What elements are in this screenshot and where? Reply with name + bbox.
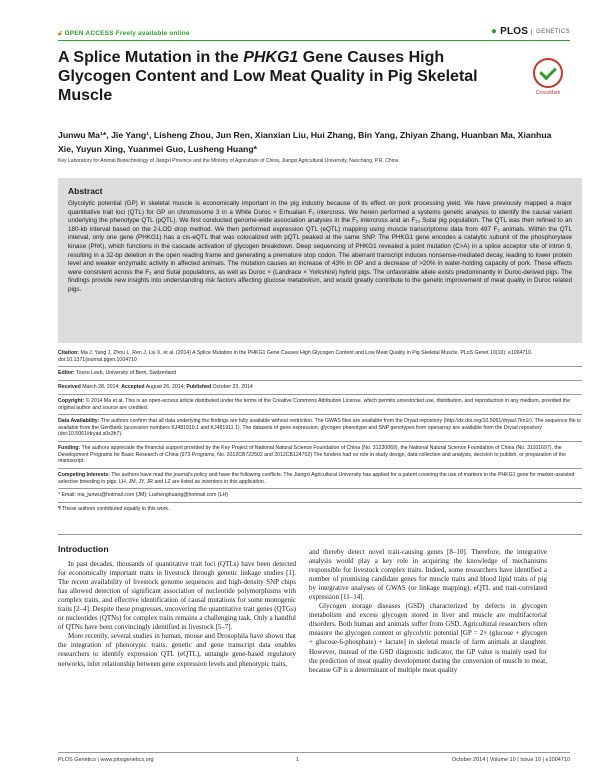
- plos-logo-mark-icon: ●: [490, 26, 498, 37]
- accepted-label: Accepted: [121, 384, 145, 390]
- meta-divider: [58, 380, 582, 381]
- meta-divider: [58, 394, 582, 395]
- open-access-lock-icon: 🔓︎: [58, 30, 63, 37]
- data-availability-label: Data Availability:: [58, 418, 100, 424]
- data-availability-text: The authors confirm that all data underlying the findings are fully available without restriction. The GWAS files are available from the Dryad repository (http://dx.doi.org/10.5061/dryad.7kn1r). The sequence file is available from the GenBank (accession numbers KJ481910.1 and KJ481911.1). The datasets of gene expression, glycogen phenotype and SNP genotypes from openarray are available from the Dryad repository (doi:10.5061/dryad.s0s3h7).: [58, 418, 581, 437]
- body-paragraph: Glycogen storage diseases (GSD) characterized by defects in glycogen metabolism and excess glycogen stored in liver and muscle are multifactorial disorders. Both human and animals suffer from GSD. Agricultural researchers often measure the glycogen content or glycolytic potential [GP = 2× (glucose + glycogen + glucose-6-phosphate) + lactate] in skeletal muscle of farm animals at slaughter. However, instead of the GSD diagnostic indicator, the GP value is mainly used for the prediction of meat quality development during the conversion of muscle to meat, because GP is a determinant of multiple meat quality: [309, 602, 547, 674]
- competing-interests-text: The authors have read the journal's policy and have the following conflicts: The Jiangxi Agricultural University has applied for a patent covering the use of markers in the PHKG1 gene for marker-assisted selective breeding in pigs. LH, JM, JY, JR and LZ are listed as inventors in this application.: [58, 472, 575, 485]
- open-access-label: OPEN ACCESS: [64, 30, 114, 37]
- editor: [58, 370, 582, 377]
- copyright-text: © 2014 Ma et al. This is an open-access article distributed under the terms of the Creative Commons Attribution License, which permits unrestricted use, distribution, and reproduction in any medium, provided the original author and source are credited.: [58, 398, 571, 411]
- accepted-date: August 26, 2014;: [145, 384, 185, 390]
- citation-text: Ma J, Yang J, Zhou L, Ren J, Liu X, et al. (2014) A Splice Mutation in the PHKG1 Gene Causes High Glycogen Content and Low Meat Quality in Pig Skeletal Muscle. PLoS Genet 10(10): e1004710. doi:10.1371/journal.pgen.1004710: [58, 350, 533, 363]
- citation-label: Citation:: [58, 350, 80, 356]
- crossmark-label: CrossMark: [535, 90, 561, 96]
- journal-name: GENETICS: [531, 29, 570, 35]
- copyright: [58, 398, 582, 411]
- meta-divider: [58, 441, 582, 442]
- funding-text: The authors appreciate the financial support provided by the Key Project of National Natural Science Foundation of China (No. 31230069), the National Natural Science Foundation of China (No. 31101697), the Development Programs for Basic Research of China (973 Programs, No. 2012CB722502 and 2012CB124702) The funders had no role in study design, data collection and analysis, decision to publish, or preparation of the manuscript.: [58, 445, 567, 464]
- plos-logo-text: PLOS: [500, 26, 529, 37]
- funding: [58, 445, 582, 465]
- competing-interests-label: Competing Interests:: [58, 472, 110, 478]
- crossmark-icon: [533, 58, 563, 88]
- meta-divider: [58, 468, 582, 469]
- page-number: 1: [296, 757, 300, 763]
- corresponding-email: * Email: ma_junwu@hotmail.com (JM); Lushenghuang@hotmail.com (LH): [58, 492, 228, 498]
- plos-logo: [491, 26, 528, 37]
- affiliation: Key Laboratory for Animal Biotechnology of Jiangxi Province and the Ministry of Agriculture of China, Jiangxi Agricultural University, Nanchang, P.R. China: [58, 158, 399, 164]
- section-divider: [58, 534, 582, 535]
- received-date: March 28, 2014;: [82, 384, 120, 390]
- body-column-right: [309, 548, 547, 675]
- copyright-label: Copyright:: [58, 398, 85, 404]
- body-column-left: [58, 560, 296, 669]
- abstract-text: Glycolytic potential (GP) in skeletal muscle is economically important in the pig industry because of its effect on pork processing yield. We have previously mapped a major quantitative trait loci (QTL) for GP on chromosome 3 in a White Duroc × Erhualian F₂ intercross. We herein performed a systems genetic analysis to identify the causal variant underlying the phenotype QTL (pQTL). We first conducted genome-wide association analyses in the F₂ intercross and an F₁₉ Sutai pig population. The QTL was then refined to an 180-kb interval based on the 2-LOD drop method. We then performed expression QTL (eQTL) mapping using muscle transcriptome data from 497 F₂ animals. Within the QTL interval, only one gene (PHKG1) has a cis-eQTL that was colocalized with pQTL peaked at the same SNP. The PHKG1 gene encodes a catalytic subunit of the phosphorylase kinase (PhK), which functions in the cascade activation of glycogen breakdown. Deep sequencing of PHKG1 revealed a point mutation (C>A) in a splice acceptor site of intron 9, resulting in a 32-bp deletion in the open reading frame and generating a premature stop codon. The aberrant transcript induces nonsense-mediated decay, leading to lower protein level and weaker enzymatic activity in affected animals. The mutation causes an increase of 43% in GP and a decrease of >20% in water-holding capacity of pork. These effects were consistent across the F₂ and Sutai populations, as well as Duroc × (Landrace × Yorkshire) hybrid pigs. The unfavorable allele exists predominantly in Duroc-derived pigs. The findings provide new insights into understanding risk factors affecting glucose metabolism, and would greatly contribute to the genetic improvement of meat quality in Duroc related pigs.: [68, 200, 572, 293]
- funding-label: Funding:: [58, 445, 81, 451]
- body-paragraph: and thereby detect novel trait-causing genes [8–10]. Therefore, the integrative analysis would play a key role in acquiring the knowledge of mechanisms responsible for livestock complex traits. Indeed, some researchers have identified a number of promising candidate genes for muscle traits and blood lipid traits of pig by integrative analyses of GWAS (or linkage mapping), eQTL and trait-correlated expression [11–14].: [309, 548, 547, 602]
- received-label: Received: [58, 384, 81, 390]
- introduction-heading: Introduction: [58, 544, 109, 554]
- body-paragraph: In past decades, thousands of quantitative trait loci (QTLs) have been detected for economically important traits in livestock through genetic linkage studies [1]. The recent availability of livestock genome sequences and high-density SNP chips has allowed detection of significant association of nucleotide polymorphisms with complex traits, and effective identification of causal mutations for some monogenic traits [2–4]. Despite these progresses, uncovering the quantitative trait genes (QTGs) or nucleotides (QTNs) for complex traits remains a challenging task. Only a handful of QTNs have been convincingly identified in livestock [5–7].: [58, 560, 296, 632]
- data-availability: [58, 418, 582, 438]
- footer-divider: [58, 752, 570, 753]
- body-paragraph: More recently, several studies in human, mouse and Drosophila have shown that the integration of phenotypic traits, genetic and gene transcript data enables researchers to identify expression QTL (eQTL), untangle gene-based regulatory networks, infer relationship between gene expression levels and phenotypic traits,: [58, 632, 296, 668]
- published-date: October 23, 2014: [212, 384, 253, 390]
- article-dates: [58, 384, 582, 391]
- published-label: Published: [186, 384, 212, 390]
- equal-contribution-note: ¶ These authors contributed equally to this work.: [58, 506, 170, 512]
- author-list: Junwu Ma¹*, Jie Yang¹, Lisheng Zhou, Jun Ren, Xianxian Liu, Hui Zhang, Bin Yang, Zhiyan Zhang, Huanban Ma, Xianhua Xie, Yuyun Xing, Yuanmei Guo, Lusheng Huang*: [58, 130, 552, 154]
- editor-text: Tosso Leeb, University of Bern, Switzerland: [76, 370, 177, 376]
- crossmark-badge[interactable]: [523, 58, 573, 96]
- editor-label: Editor:: [58, 370, 75, 376]
- competing-interests: [58, 472, 582, 485]
- freely-available-label: Freely available online: [115, 30, 190, 37]
- abstract-box: [58, 178, 582, 343]
- meta-divider: [58, 502, 582, 503]
- journal-logo: [491, 26, 570, 37]
- meta-divider: [58, 488, 582, 489]
- abstract-heading: Abstract: [68, 186, 103, 196]
- title-part-1: A Splice Mutation in the: [58, 49, 244, 66]
- article-title: [58, 48, 508, 105]
- footer-journal: PLOS Genetics | www.plosgenetics.org: [58, 757, 154, 763]
- meta-divider: [58, 414, 582, 415]
- title-gene: PHKG1: [243, 49, 299, 66]
- title-part-2: Gene Causes High Glycogen Content and Low Meat Quality in Pig Skeletal Muscle: [58, 49, 478, 104]
- header-divider: [58, 40, 570, 41]
- meta-divider: [58, 366, 582, 367]
- open-access-banner: [58, 30, 190, 38]
- citation: [58, 350, 582, 363]
- footer-issue: October 2014 | Volume 10 | Issue 10 | e1004710: [451, 757, 570, 763]
